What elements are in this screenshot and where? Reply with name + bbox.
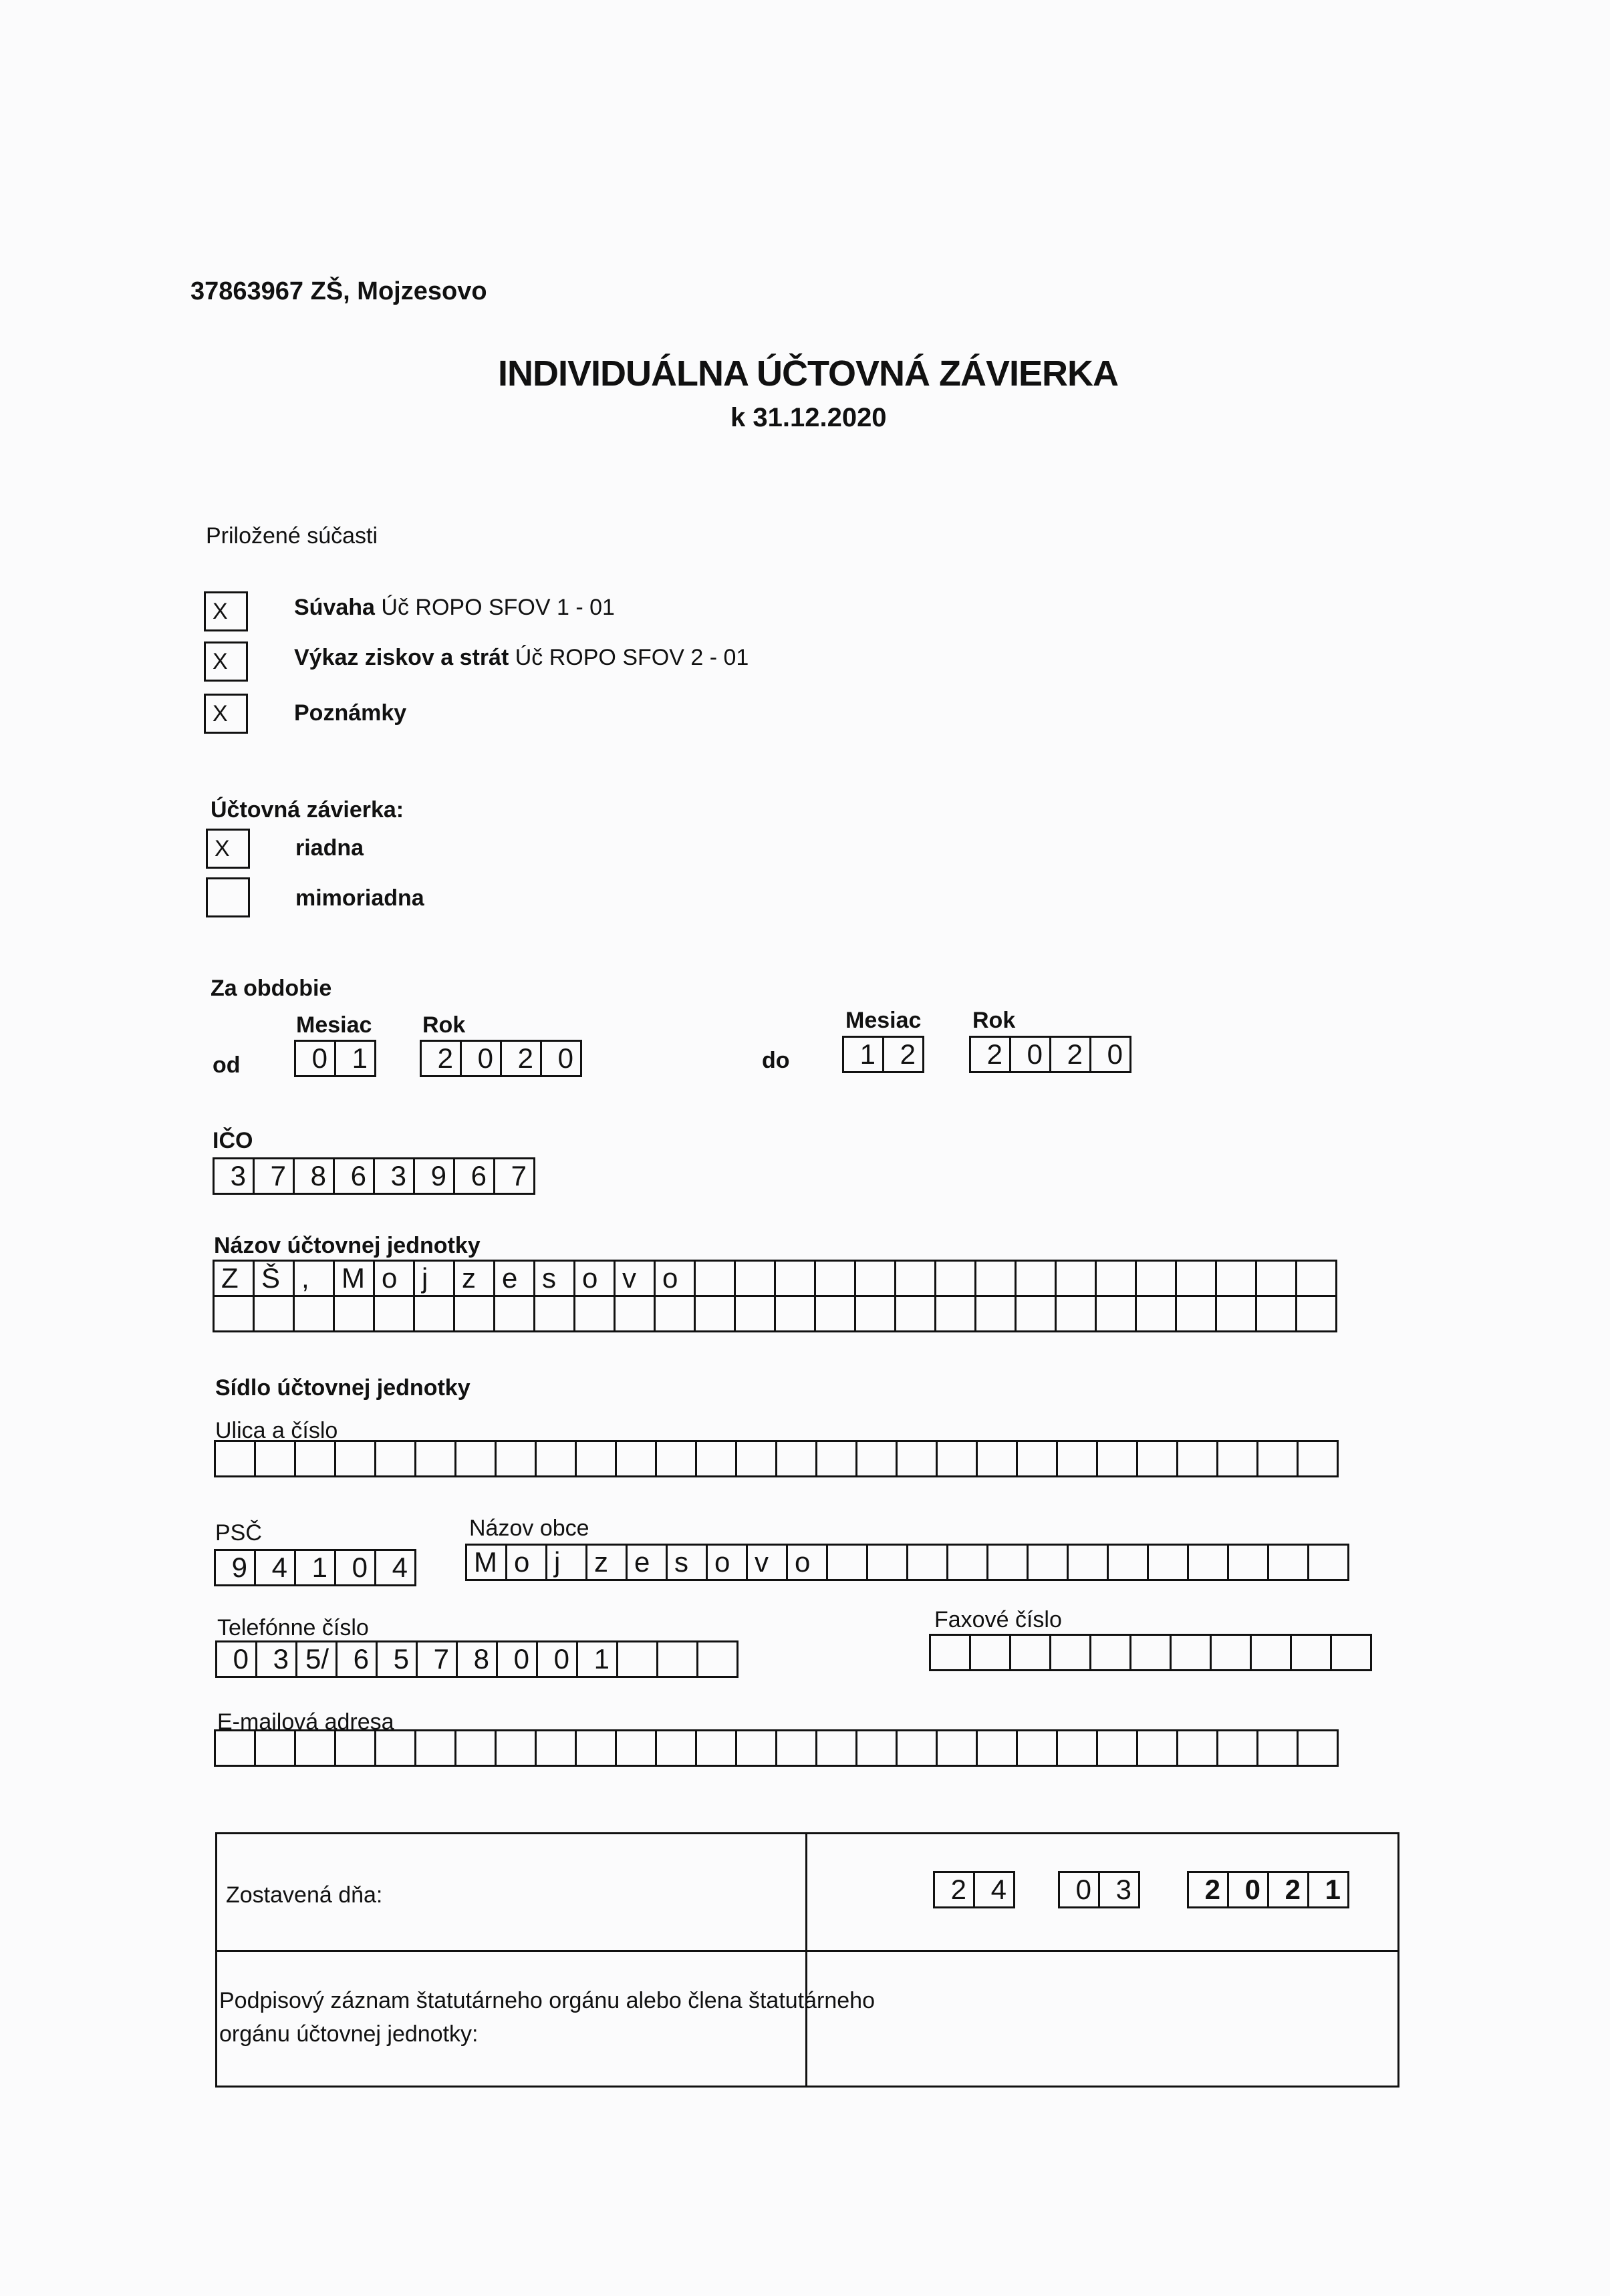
digit-cell: 6 bbox=[453, 1157, 495, 1195]
char-cell bbox=[976, 1729, 1018, 1767]
char-cell bbox=[575, 1440, 617, 1477]
char-cell bbox=[974, 1260, 1017, 1297]
to-month-field[interactable] bbox=[842, 1036, 922, 1073]
char-cell: o bbox=[373, 1260, 415, 1297]
char-cell bbox=[214, 1729, 256, 1767]
town-field[interactable] bbox=[465, 1544, 1347, 1581]
char-cell: M bbox=[465, 1544, 507, 1581]
digit-cell: 9 bbox=[413, 1157, 455, 1195]
char-cell bbox=[936, 1440, 978, 1477]
char-cell bbox=[615, 1440, 657, 1477]
char-cell bbox=[735, 1729, 777, 1767]
digit-cell: 0 bbox=[334, 1549, 376, 1586]
char-cell bbox=[775, 1440, 817, 1477]
to-label: do bbox=[762, 1048, 790, 1073]
char-cell: z bbox=[453, 1260, 495, 1297]
digit-cell: 0 bbox=[1058, 1871, 1100, 1908]
digit-cell: 2 bbox=[1267, 1871, 1309, 1908]
attachment-item-vykaz bbox=[294, 645, 749, 671]
char-cell: s bbox=[533, 1260, 575, 1297]
to-year-field[interactable] bbox=[969, 1036, 1129, 1073]
char-cell bbox=[373, 1295, 415, 1332]
digit-cell: 1 bbox=[842, 1036, 884, 1073]
char-cell bbox=[815, 1440, 857, 1477]
closing-type-label: Účtovná závierka: bbox=[211, 797, 404, 823]
char-cell: j bbox=[413, 1260, 455, 1297]
char-cell: z bbox=[585, 1544, 628, 1581]
char-cell bbox=[826, 1544, 868, 1581]
char-cell bbox=[1129, 1634, 1172, 1671]
char-cell: 7 bbox=[416, 1640, 458, 1678]
char-cell: s bbox=[666, 1544, 708, 1581]
char-cell bbox=[454, 1440, 497, 1477]
date-line: k 31.12.2020 bbox=[730, 403, 887, 432]
char-cell bbox=[936, 1729, 978, 1767]
char-cell: 5 bbox=[376, 1640, 418, 1678]
char-cell: o bbox=[786, 1544, 828, 1581]
char-cell bbox=[1136, 1729, 1178, 1767]
char-cell bbox=[1256, 1729, 1299, 1767]
char-cell bbox=[294, 1729, 336, 1767]
char-cell: e bbox=[626, 1544, 668, 1581]
char-cell bbox=[894, 1260, 936, 1297]
digit-cell: 0 bbox=[1227, 1871, 1269, 1908]
email-label: E-mailová adresa bbox=[217, 1709, 394, 1735]
town-label: Názov obce bbox=[469, 1516, 589, 1541]
attachment-checkbox-poznamky[interactable]: X bbox=[204, 694, 248, 734]
char-cell bbox=[1295, 1295, 1337, 1332]
char-cell bbox=[1227, 1544, 1269, 1581]
char-cell bbox=[774, 1260, 816, 1297]
char-cell bbox=[1095, 1295, 1137, 1332]
char-cell bbox=[1256, 1440, 1299, 1477]
char-cell: 0 bbox=[215, 1640, 257, 1678]
char-cell bbox=[896, 1729, 938, 1767]
unit-name-row-1[interactable] bbox=[213, 1260, 1335, 1297]
digit-cell: 9 bbox=[214, 1549, 256, 1586]
signature-label-line-2: orgánu účtovnej jednotky: bbox=[219, 2021, 479, 2047]
char-cell: 6 bbox=[336, 1640, 378, 1678]
char-cell bbox=[976, 1440, 1018, 1477]
char-cell: o bbox=[573, 1260, 616, 1297]
char-cell bbox=[775, 1729, 817, 1767]
char-cell bbox=[453, 1295, 495, 1332]
digit-cell: 8 bbox=[293, 1157, 335, 1195]
char-cell bbox=[1056, 1729, 1098, 1767]
char-cell: e bbox=[493, 1260, 535, 1297]
char-cell bbox=[1295, 1260, 1337, 1297]
char-cell bbox=[294, 1440, 336, 1477]
char-cell: o bbox=[654, 1260, 696, 1297]
char-cell bbox=[374, 1729, 416, 1767]
digit-cell: 2 bbox=[933, 1871, 975, 1908]
char-cell bbox=[575, 1729, 617, 1767]
char-cell bbox=[1056, 1440, 1098, 1477]
digit-cell: 0 bbox=[1089, 1036, 1131, 1073]
prepared-month-field[interactable] bbox=[1058, 1871, 1138, 1908]
char-cell bbox=[1067, 1544, 1109, 1581]
char-cell bbox=[929, 1634, 971, 1671]
char-cell bbox=[655, 1440, 697, 1477]
digit-cell: 4 bbox=[973, 1871, 1015, 1908]
char-cell bbox=[454, 1729, 497, 1767]
char-cell bbox=[854, 1260, 896, 1297]
prepared-label: Zostavená dňa: bbox=[226, 1882, 383, 1908]
char-cell bbox=[414, 1729, 456, 1767]
char-cell bbox=[696, 1640, 739, 1678]
char-cell bbox=[734, 1295, 776, 1332]
digit-cell: 1 bbox=[1307, 1871, 1349, 1908]
char-cell bbox=[1215, 1295, 1257, 1332]
char-cell bbox=[866, 1544, 908, 1581]
char-cell bbox=[616, 1640, 658, 1678]
phone-field[interactable] bbox=[215, 1640, 736, 1678]
psc-label: PSČ bbox=[215, 1520, 262, 1546]
attachment-item-suvaha bbox=[294, 595, 615, 621]
char-cell bbox=[334, 1440, 376, 1477]
attachment-code: Úč ROPO SFOV 1 - 01 bbox=[381, 595, 615, 620]
digit-cell: 0 bbox=[1009, 1036, 1051, 1073]
char-cell bbox=[654, 1295, 696, 1332]
digit-cell: 2 bbox=[969, 1036, 1011, 1073]
char-cell bbox=[1107, 1544, 1149, 1581]
unit-name-row-2[interactable] bbox=[213, 1295, 1335, 1332]
char-cell bbox=[734, 1260, 776, 1297]
char-cell bbox=[855, 1440, 898, 1477]
char-cell bbox=[735, 1440, 777, 1477]
char-cell bbox=[906, 1544, 948, 1581]
char-cell: v bbox=[746, 1544, 788, 1581]
char-cell bbox=[254, 1440, 296, 1477]
digit-cell: 2 bbox=[500, 1040, 542, 1077]
digit-cell: 2 bbox=[1049, 1036, 1091, 1073]
char-cell: 1 bbox=[576, 1640, 618, 1678]
char-cell bbox=[253, 1295, 295, 1332]
char-cell bbox=[896, 1440, 938, 1477]
char-cell bbox=[333, 1295, 375, 1332]
from-year-field[interactable] bbox=[420, 1040, 580, 1077]
char-cell bbox=[946, 1544, 988, 1581]
table-divider bbox=[805, 1832, 807, 2088]
fax-label: Faxové číslo bbox=[934, 1607, 1062, 1632]
char-cell bbox=[1215, 1260, 1257, 1297]
prepared-day-field[interactable] bbox=[933, 1871, 1013, 1908]
table-divider bbox=[215, 1950, 1399, 1952]
char-cell bbox=[1170, 1634, 1212, 1671]
closing-checkbox-mimoriadna[interactable] bbox=[206, 877, 250, 917]
char-cell: 0 bbox=[536, 1640, 578, 1678]
char-cell bbox=[1089, 1634, 1131, 1671]
char-cell bbox=[1307, 1544, 1349, 1581]
from-label: od bbox=[213, 1052, 241, 1078]
char-cell bbox=[1015, 1295, 1057, 1332]
char-cell bbox=[374, 1440, 416, 1477]
char-cell bbox=[1297, 1440, 1339, 1477]
period-label: Za obdobie bbox=[211, 976, 332, 1001]
char-cell bbox=[1016, 1440, 1058, 1477]
char-cell: Š bbox=[253, 1260, 295, 1297]
digit-cell: 4 bbox=[374, 1549, 416, 1586]
char-cell bbox=[413, 1295, 455, 1332]
char-cell bbox=[1216, 1729, 1258, 1767]
char-cell bbox=[934, 1295, 976, 1332]
char-cell bbox=[1297, 1729, 1339, 1767]
char-cell bbox=[969, 1634, 1011, 1671]
char-cell bbox=[213, 1295, 255, 1332]
char-cell bbox=[495, 1729, 537, 1767]
entity-line: 37863967 ZŠ, Mojzesovo bbox=[190, 277, 487, 305]
digit-cell: 6 bbox=[333, 1157, 375, 1195]
street-label: Ulica a číslo bbox=[215, 1418, 338, 1443]
char-cell bbox=[814, 1260, 856, 1297]
char-cell bbox=[533, 1295, 575, 1332]
address-label: Sídlo účtovnej jednotky bbox=[215, 1375, 471, 1401]
char-cell bbox=[573, 1295, 616, 1332]
digit-cell: 2 bbox=[1187, 1871, 1229, 1908]
digit-cell: 0 bbox=[294, 1040, 336, 1077]
char-cell bbox=[1267, 1544, 1309, 1581]
char-cell: o bbox=[505, 1544, 547, 1581]
char-cell: v bbox=[614, 1260, 656, 1297]
char-cell: 0 bbox=[496, 1640, 538, 1678]
to-year-label: Rok bbox=[972, 1008, 1016, 1033]
phone-label: Telefónne číslo bbox=[217, 1615, 369, 1640]
char-cell bbox=[535, 1729, 577, 1767]
attachment-item-poznamky: Poznámky bbox=[294, 700, 407, 726]
char-cell bbox=[493, 1295, 535, 1332]
char-cell bbox=[1049, 1634, 1091, 1671]
char-cell bbox=[814, 1295, 856, 1332]
char-cell bbox=[1096, 1729, 1138, 1767]
char-cell bbox=[774, 1295, 816, 1332]
digit-cell: 7 bbox=[493, 1157, 535, 1195]
char-cell bbox=[934, 1260, 976, 1297]
closing-option-riadna: riadna bbox=[295, 835, 364, 861]
char-cell bbox=[1255, 1260, 1297, 1297]
char-cell bbox=[1135, 1295, 1177, 1332]
char-cell bbox=[1027, 1544, 1069, 1581]
digit-cell: 2 bbox=[420, 1040, 462, 1077]
char-cell bbox=[815, 1729, 857, 1767]
attachment-checkbox-suvaha[interactable]: X bbox=[204, 591, 248, 631]
char-cell bbox=[1147, 1544, 1189, 1581]
char-cell bbox=[1176, 1440, 1218, 1477]
fax-field[interactable] bbox=[929, 1634, 1370, 1671]
char-cell bbox=[694, 1295, 736, 1332]
from-month-label: Mesiac bbox=[296, 1012, 372, 1038]
char-cell bbox=[414, 1440, 456, 1477]
attachment-checkbox-vykaz[interactable]: X bbox=[204, 641, 248, 682]
char-cell bbox=[1009, 1634, 1051, 1671]
closing-option-mimoriadna: mimoriadna bbox=[295, 885, 424, 911]
digit-cell: 7 bbox=[253, 1157, 295, 1195]
char-cell: , bbox=[293, 1260, 335, 1297]
char-cell bbox=[254, 1729, 296, 1767]
char-cell bbox=[1255, 1295, 1297, 1332]
digit-cell: 3 bbox=[1098, 1871, 1140, 1908]
ico-field[interactable] bbox=[213, 1157, 533, 1195]
char-cell bbox=[1210, 1634, 1252, 1671]
email-field[interactable] bbox=[214, 1729, 1337, 1767]
page-title: INDIVIDUÁLNA ÚČTOVNÁ ZÁVIERKA bbox=[498, 353, 1119, 394]
char-cell bbox=[855, 1729, 898, 1767]
char-cell: 3 bbox=[255, 1640, 297, 1678]
char-cell bbox=[334, 1729, 376, 1767]
char-cell bbox=[1095, 1260, 1137, 1297]
char-cell bbox=[495, 1440, 537, 1477]
digit-cell: 2 bbox=[882, 1036, 924, 1073]
char-cell bbox=[694, 1260, 736, 1297]
char-cell: j bbox=[545, 1544, 587, 1581]
char-cell bbox=[214, 1440, 256, 1477]
char-cell bbox=[1176, 1729, 1218, 1767]
psc-field[interactable] bbox=[214, 1549, 414, 1586]
attachment-name: Súvaha bbox=[294, 595, 375, 620]
char-cell: o bbox=[706, 1544, 748, 1581]
char-cell bbox=[1175, 1260, 1217, 1297]
char-cell bbox=[1055, 1295, 1097, 1332]
char-cell bbox=[1250, 1634, 1292, 1671]
unit-name-label: Názov účtovnej jednotky bbox=[214, 1233, 481, 1258]
char-cell bbox=[293, 1295, 335, 1332]
closing-checkbox-riadna[interactable]: X bbox=[206, 829, 250, 869]
attachments-label: Priložené súčasti bbox=[206, 523, 378, 549]
from-month-field[interactable] bbox=[294, 1040, 374, 1077]
attachment-code: Úč ROPO SFOV 2 - 01 bbox=[515, 645, 749, 670]
char-cell bbox=[974, 1295, 1017, 1332]
char-cell: 5/ bbox=[295, 1640, 338, 1678]
signature-label-line-1: Podpisový záznam štatutárneho orgánu alebo člena štatutárneho bbox=[219, 1988, 875, 2013]
ico-label: IČO bbox=[213, 1128, 253, 1153]
char-cell bbox=[695, 1440, 737, 1477]
char-cell bbox=[854, 1295, 896, 1332]
char-cell bbox=[656, 1640, 698, 1678]
char-cell bbox=[615, 1729, 657, 1767]
digit-cell: 3 bbox=[213, 1157, 255, 1195]
char-cell bbox=[614, 1295, 656, 1332]
from-year-label: Rok bbox=[422, 1012, 466, 1038]
char-cell bbox=[986, 1544, 1029, 1581]
street-field[interactable] bbox=[214, 1440, 1337, 1477]
char-cell: Z bbox=[213, 1260, 255, 1297]
char-cell bbox=[1135, 1260, 1177, 1297]
prepared-year-field[interactable] bbox=[1187, 1871, 1347, 1908]
char-cell bbox=[1187, 1544, 1229, 1581]
char-cell: M bbox=[333, 1260, 375, 1297]
char-cell bbox=[1055, 1260, 1097, 1297]
char-cell bbox=[1330, 1634, 1372, 1671]
attachment-name: Výkaz ziskov a strát bbox=[294, 645, 509, 670]
digit-cell: 0 bbox=[540, 1040, 582, 1077]
char-cell bbox=[535, 1440, 577, 1477]
digit-cell: 1 bbox=[294, 1549, 336, 1586]
digit-cell: 0 bbox=[460, 1040, 502, 1077]
char-cell bbox=[1290, 1634, 1332, 1671]
char-cell bbox=[1096, 1440, 1138, 1477]
to-month-label: Mesiac bbox=[845, 1008, 922, 1033]
digit-cell: 1 bbox=[334, 1040, 376, 1077]
char-cell bbox=[1216, 1440, 1258, 1477]
char-cell bbox=[1136, 1440, 1178, 1477]
digit-cell: 3 bbox=[373, 1157, 415, 1195]
char-cell bbox=[695, 1729, 737, 1767]
char-cell bbox=[1175, 1295, 1217, 1332]
char-cell bbox=[1016, 1729, 1058, 1767]
digit-cell: 4 bbox=[254, 1549, 296, 1586]
char-cell bbox=[1015, 1260, 1057, 1297]
char-cell: 8 bbox=[456, 1640, 498, 1678]
char-cell bbox=[655, 1729, 697, 1767]
char-cell bbox=[894, 1295, 936, 1332]
